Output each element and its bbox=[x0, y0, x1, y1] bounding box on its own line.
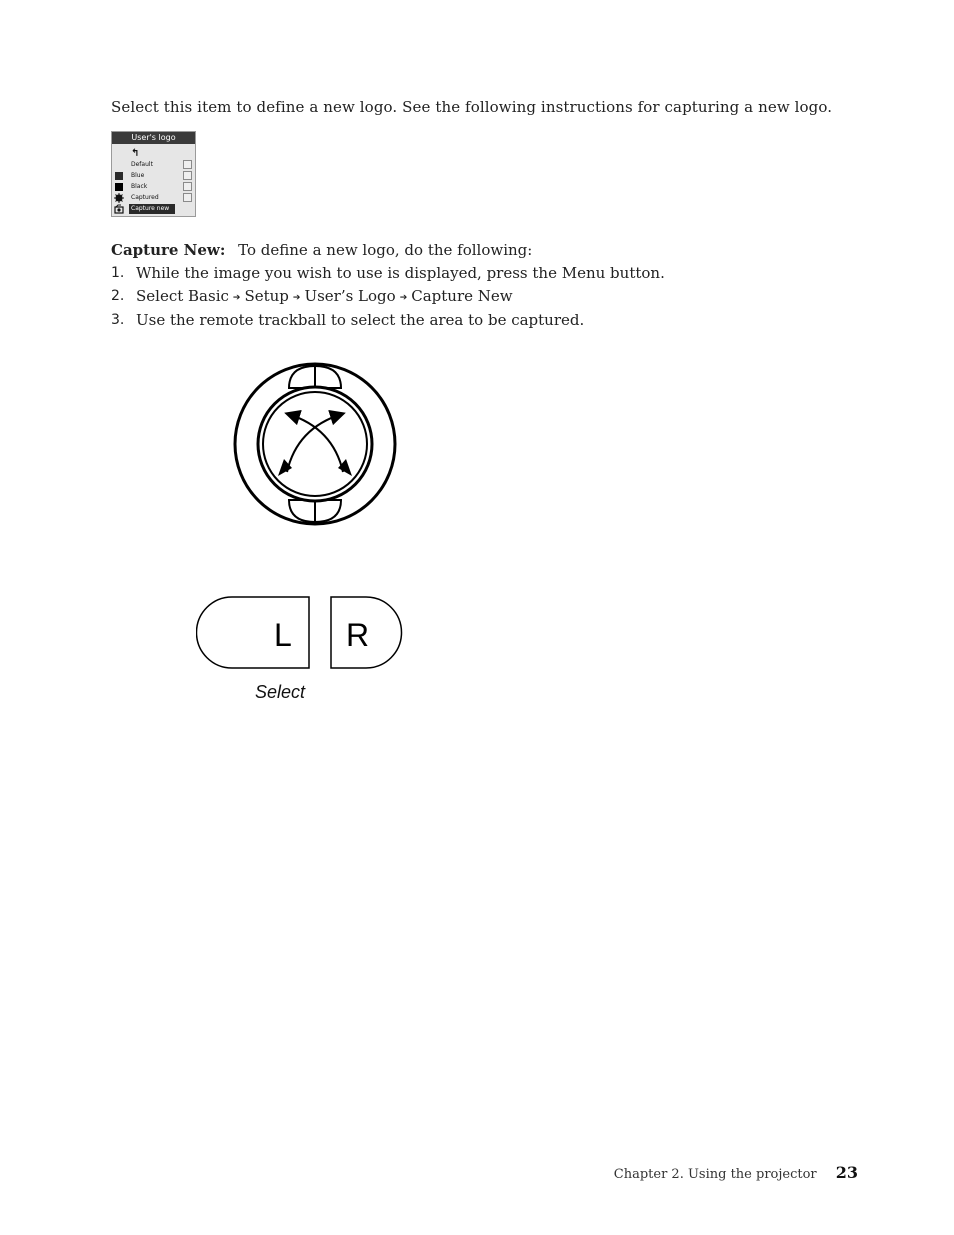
page-footer bbox=[614, 1163, 858, 1182]
menu-path-item: User’s Logo bbox=[304, 287, 396, 305]
step-2-text bbox=[136, 287, 513, 305]
menu-path-item: Select Basic bbox=[136, 287, 229, 305]
left-button-label: L bbox=[274, 617, 292, 653]
right-arrow-icon: ➔ bbox=[292, 293, 301, 303]
menu-row-label: Capture new bbox=[129, 204, 175, 214]
page-number: 23 bbox=[835, 1163, 858, 1182]
menu-row-label: Black bbox=[131, 183, 148, 190]
menu-row-capture-new bbox=[112, 204, 195, 215]
black-swatch-icon bbox=[115, 183, 123, 191]
users-logo-menu-screenshot bbox=[111, 131, 196, 217]
menu-row-label: Captured bbox=[131, 194, 159, 201]
blue-swatch-icon bbox=[115, 172, 123, 180]
menu-title: User's logo bbox=[112, 132, 195, 144]
checkbox-icon bbox=[183, 182, 192, 191]
checkbox-icon bbox=[183, 193, 192, 202]
menu-row-label: Blue bbox=[131, 172, 145, 179]
step-number: 3. bbox=[111, 312, 125, 328]
menu-row-label: Default bbox=[131, 161, 153, 168]
capture-lead: To define a new logo, do the following: bbox=[238, 241, 533, 259]
menu-path-item: Capture New bbox=[411, 287, 513, 305]
menu-row-black bbox=[112, 182, 195, 193]
capture-camera-icon bbox=[114, 204, 124, 214]
step-number: 2. bbox=[111, 288, 125, 304]
checkbox-icon bbox=[183, 160, 192, 169]
intro-paragraph: Select this item to define a new logo. See the following instructions for capturing a new logo. bbox=[111, 98, 833, 116]
menu-row-blue bbox=[112, 171, 195, 182]
menu-row-default bbox=[112, 160, 195, 171]
left-button bbox=[197, 597, 310, 668]
right-button-label: R bbox=[346, 617, 370, 653]
trackball-illustration bbox=[232, 360, 400, 530]
menu-path-item: Setup bbox=[244, 287, 289, 305]
return-arrow-icon: ↰ bbox=[131, 148, 140, 159]
right-arrow-icon: ➔ bbox=[232, 293, 241, 303]
mouse-buttons-illustration bbox=[196, 595, 406, 675]
capture-intro-line bbox=[111, 241, 532, 259]
right-arrow-icon: ➔ bbox=[399, 293, 408, 303]
captured-logo-icon bbox=[114, 193, 124, 203]
step-1-text: While the image you wish to use is displayed, press the Menu button. bbox=[136, 264, 665, 282]
menu-row-captured bbox=[112, 193, 195, 204]
capture-heading: Capture New: bbox=[111, 241, 226, 259]
figure-caption: Select bbox=[255, 682, 306, 702]
step-3-text: Use the remote trackball to select the area to be captured. bbox=[136, 311, 585, 329]
step-number: 1. bbox=[111, 265, 125, 281]
chapter-title: Chapter 2. Using the projector bbox=[613, 1167, 817, 1182]
checkbox-icon bbox=[183, 171, 192, 180]
